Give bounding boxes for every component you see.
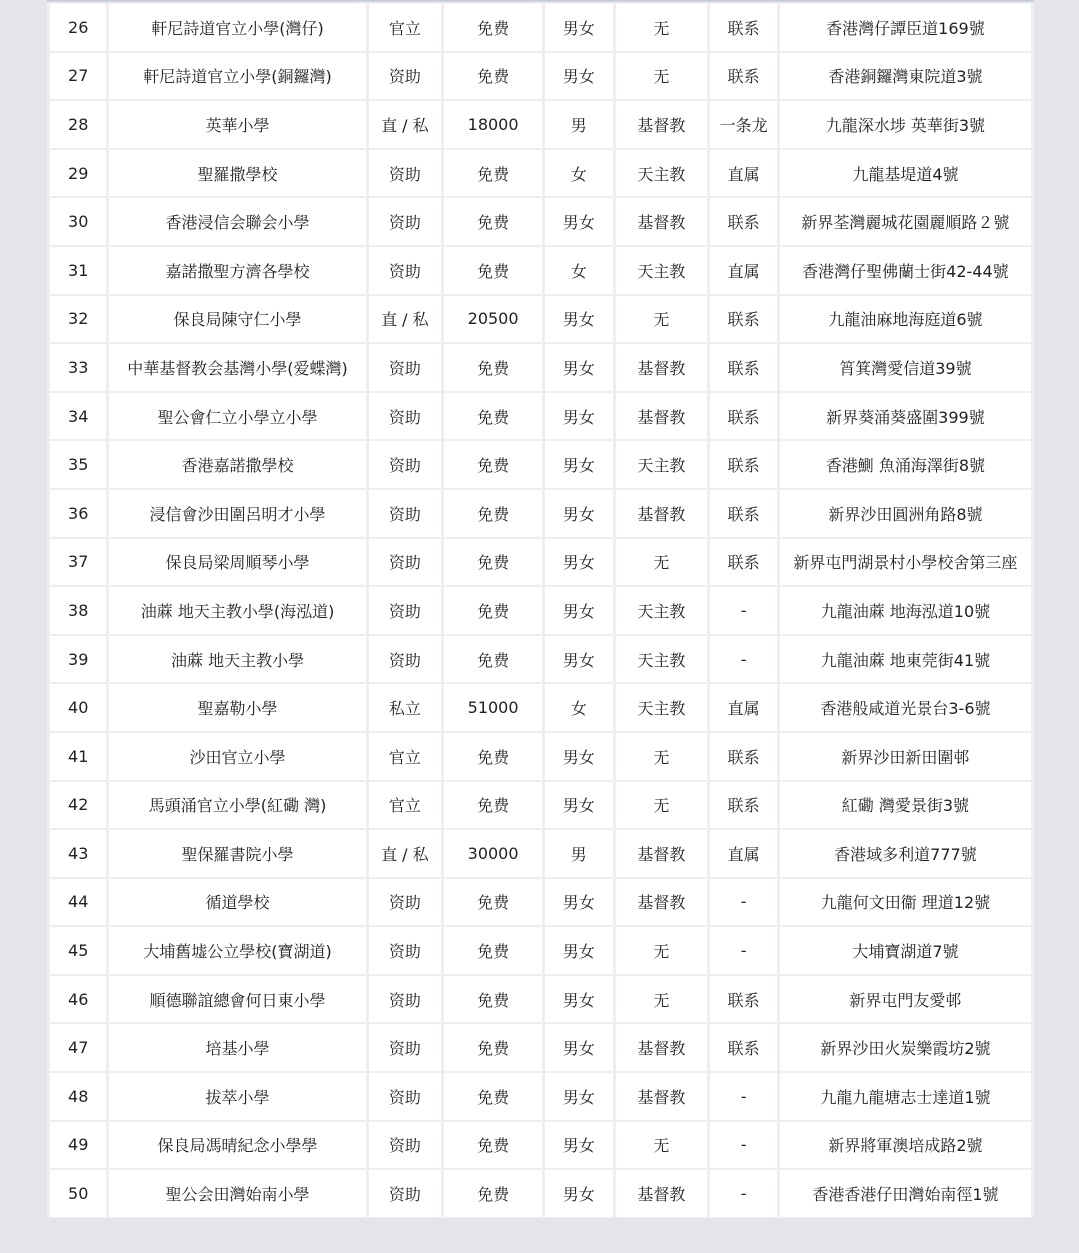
row-number-cell: 36 bbox=[50, 490, 106, 537]
school-type-cell: 资助 bbox=[369, 927, 442, 974]
school-name-cell: 聖嘉勒小學 bbox=[109, 684, 365, 731]
address-cell: 九龍何文田衞 理道12號 bbox=[780, 879, 1031, 926]
school-name-cell: 香港浸信会聯会小學 bbox=[109, 198, 365, 245]
address-cell: 香港灣仔譚臣道169號 bbox=[780, 4, 1031, 51]
school-name-cell: 拔萃小學 bbox=[109, 1073, 365, 1120]
school-name-cell: 保良局馮晴紀念小學學 bbox=[109, 1122, 365, 1169]
gender-cell: 男女 bbox=[545, 782, 613, 829]
affiliation-cell: 联系 bbox=[710, 4, 777, 51]
table-row bbox=[50, 296, 1031, 343]
religion-cell: 天主教 bbox=[616, 587, 708, 634]
tuition-fee-cell: 免费 bbox=[444, 1170, 542, 1217]
gender-cell: 男女 bbox=[545, 344, 613, 391]
address-cell: 大埔寶湖道7號 bbox=[780, 927, 1031, 974]
row-number-cell: 26 bbox=[50, 4, 106, 51]
table-row bbox=[50, 539, 1031, 586]
address-cell: 新界葵涌葵盛圍399號 bbox=[780, 393, 1031, 440]
religion-cell: 无 bbox=[616, 782, 708, 829]
row-number-cell: 33 bbox=[50, 344, 106, 391]
tuition-fee-cell: 免费 bbox=[444, 1122, 542, 1169]
affiliation-cell: 联系 bbox=[710, 1024, 777, 1071]
religion-cell: 基督教 bbox=[616, 830, 708, 877]
religion-cell: 基督教 bbox=[616, 393, 708, 440]
gender-cell: 男女 bbox=[545, 393, 613, 440]
page-bottom bbox=[0, 1218, 1079, 1253]
address-cell: 新界屯門湖景村小學校舍第三座 bbox=[780, 539, 1031, 586]
gender-cell: 男女 bbox=[545, 539, 613, 586]
address-cell: 九龍深水埗 英華街3號 bbox=[780, 101, 1031, 148]
religion-cell: 无 bbox=[616, 733, 708, 780]
address-cell: 新界沙田新田圍邨 bbox=[780, 733, 1031, 780]
tuition-fee-cell: 免费 bbox=[444, 927, 542, 974]
gender-cell: 男女 bbox=[545, 490, 613, 537]
tuition-fee-cell: 免费 bbox=[444, 539, 542, 586]
address-cell: 九龍油蔴 地海泓道10號 bbox=[780, 587, 1031, 634]
affiliation-cell: 直属 bbox=[710, 247, 777, 294]
table-row bbox=[50, 101, 1031, 148]
address-cell: 新界沙田圓洲角路8號 bbox=[780, 490, 1031, 537]
school-type-cell: 资助 bbox=[369, 976, 442, 1023]
school-type-cell: 资助 bbox=[369, 53, 442, 100]
school-type-cell: 资助 bbox=[369, 539, 442, 586]
gender-cell: 男女 bbox=[545, 1024, 613, 1071]
school-type-cell: 资助 bbox=[369, 441, 442, 488]
gender-cell: 女 bbox=[545, 150, 613, 197]
religion-cell: 天主教 bbox=[616, 636, 708, 683]
affiliation-cell: 联系 bbox=[710, 539, 777, 586]
gender-cell: 男女 bbox=[545, 4, 613, 51]
religion-cell: 无 bbox=[616, 53, 708, 100]
address-cell: 新界將軍澳培成路2號 bbox=[780, 1122, 1031, 1169]
affiliation-cell: - bbox=[710, 927, 777, 974]
tuition-fee-cell: 免费 bbox=[444, 1024, 542, 1071]
religion-cell: 无 bbox=[616, 927, 708, 974]
table-row bbox=[50, 4, 1031, 51]
school-type-cell: 直 / 私 bbox=[369, 296, 442, 343]
school-type-cell: 资助 bbox=[369, 393, 442, 440]
address-cell: 新界沙田火炭樂霞坊2號 bbox=[780, 1024, 1031, 1071]
row-number-cell: 32 bbox=[50, 296, 106, 343]
religion-cell: 基督教 bbox=[616, 879, 708, 926]
address-cell: 香港域多利道777號 bbox=[780, 830, 1031, 877]
address-cell: 香港香港仔田灣始南徑1號 bbox=[780, 1170, 1031, 1217]
school-type-cell: 官立 bbox=[369, 733, 442, 780]
address-cell: 九龍九龍塘志士達道1號 bbox=[780, 1073, 1031, 1120]
table-row bbox=[50, 344, 1031, 391]
affiliation-cell: - bbox=[710, 879, 777, 926]
row-number-cell: 30 bbox=[50, 198, 106, 245]
address-cell: 九龍基堤道4號 bbox=[780, 150, 1031, 197]
tuition-fee-cell: 免费 bbox=[444, 782, 542, 829]
row-number-cell: 48 bbox=[50, 1073, 106, 1120]
school-name-cell: 培基小學 bbox=[109, 1024, 365, 1071]
school-type-cell: 资助 bbox=[369, 490, 442, 537]
school-type-cell: 资助 bbox=[369, 198, 442, 245]
address-cell: 香港鰂 魚涌海澤街8號 bbox=[780, 441, 1031, 488]
school-type-cell: 资助 bbox=[369, 1170, 442, 1217]
gender-cell: 女 bbox=[545, 684, 613, 731]
address-cell: 九龍油麻地海庭道6號 bbox=[780, 296, 1031, 343]
school-name-cell: 馬頭涌官立小學(紅磡 灣) bbox=[109, 782, 365, 829]
table-row bbox=[50, 1170, 1031, 1217]
school-type-cell: 资助 bbox=[369, 1122, 442, 1169]
gender-cell: 男女 bbox=[545, 1073, 613, 1120]
tuition-fee-cell: 18000 bbox=[444, 101, 542, 148]
tuition-fee-cell: 免费 bbox=[444, 4, 542, 51]
tuition-fee-cell: 免费 bbox=[444, 198, 542, 245]
religion-cell: 天主教 bbox=[616, 684, 708, 731]
school-name-cell: 聖羅撒學校 bbox=[109, 150, 365, 197]
school-name-cell: 香港嘉諾撒學校 bbox=[109, 441, 365, 488]
religion-cell: 基督教 bbox=[616, 344, 708, 391]
tuition-fee-cell: 免费 bbox=[444, 587, 542, 634]
tuition-fee-cell: 免费 bbox=[444, 53, 542, 100]
row-number-cell: 35 bbox=[50, 441, 106, 488]
religion-cell: 基督教 bbox=[616, 1170, 708, 1217]
tuition-fee-cell: 免费 bbox=[444, 733, 542, 780]
table-row bbox=[50, 198, 1031, 245]
gender-cell: 男女 bbox=[545, 636, 613, 683]
school-type-cell: 直 / 私 bbox=[369, 830, 442, 877]
row-number-cell: 29 bbox=[50, 150, 106, 197]
affiliation-cell: 联系 bbox=[710, 344, 777, 391]
table-row bbox=[50, 393, 1031, 440]
table-row bbox=[50, 1073, 1031, 1120]
row-number-cell: 27 bbox=[50, 53, 106, 100]
row-number-cell: 34 bbox=[50, 393, 106, 440]
tuition-fee-cell: 20500 bbox=[444, 296, 542, 343]
affiliation-cell: - bbox=[710, 1122, 777, 1169]
row-number-cell: 47 bbox=[50, 1024, 106, 1071]
gender-cell: 男女 bbox=[545, 53, 613, 100]
school-type-cell: 资助 bbox=[369, 879, 442, 926]
table-row bbox=[50, 927, 1031, 974]
affiliation-cell: 一条龙 bbox=[710, 101, 777, 148]
tuition-fee-cell: 30000 bbox=[444, 830, 542, 877]
religion-cell: 天主教 bbox=[616, 150, 708, 197]
school-name-cell: 聖公會仁立小學立小學 bbox=[109, 393, 365, 440]
table-row bbox=[50, 636, 1031, 683]
row-number-cell: 42 bbox=[50, 782, 106, 829]
row-number-cell: 46 bbox=[50, 976, 106, 1023]
school-name-cell: 油蔴 地天主教小學 bbox=[109, 636, 365, 683]
row-number-cell: 40 bbox=[50, 684, 106, 731]
school-type-cell: 私立 bbox=[369, 684, 442, 731]
school-name-cell: 浸信會沙田圍呂明才小學 bbox=[109, 490, 365, 537]
table-row bbox=[50, 879, 1031, 926]
tuition-fee-cell: 免费 bbox=[444, 636, 542, 683]
address-cell: 紅磡 灣愛景街3號 bbox=[780, 782, 1031, 829]
religion-cell: 无 bbox=[616, 976, 708, 1023]
table-row bbox=[50, 1122, 1031, 1169]
school-type-cell: 资助 bbox=[369, 636, 442, 683]
school-name-cell: 順德聯誼總會何日東小學 bbox=[109, 976, 365, 1023]
address-cell: 新界荃灣麗城花園麗順路２號 bbox=[780, 198, 1031, 245]
school-name-cell: 軒尼詩道官立小學(銅鑼灣) bbox=[109, 53, 365, 100]
row-number-cell: 38 bbox=[50, 587, 106, 634]
tuition-fee-cell: 免费 bbox=[444, 150, 542, 197]
table-row bbox=[50, 733, 1031, 780]
affiliation-cell: 直属 bbox=[710, 150, 777, 197]
school-type-cell: 资助 bbox=[369, 587, 442, 634]
gender-cell: 男女 bbox=[545, 587, 613, 634]
affiliation-cell: 联系 bbox=[710, 490, 777, 537]
affiliation-cell: 直属 bbox=[710, 684, 777, 731]
row-number-cell: 44 bbox=[50, 879, 106, 926]
school-name-cell: 軒尼詩道官立小學(灣仔) bbox=[109, 4, 365, 51]
address-cell: 筲箕灣愛信道39號 bbox=[780, 344, 1031, 391]
religion-cell: 无 bbox=[616, 4, 708, 51]
school-name-cell: 聖保羅書院小學 bbox=[109, 830, 365, 877]
tuition-fee-cell: 免费 bbox=[444, 344, 542, 391]
tuition-fee-cell: 免费 bbox=[444, 490, 542, 537]
gender-cell: 男 bbox=[545, 101, 613, 148]
school-table bbox=[47, 2, 1034, 1219]
table-row bbox=[50, 247, 1031, 294]
table-row bbox=[50, 976, 1031, 1023]
table-row bbox=[50, 53, 1031, 100]
tuition-fee-cell: 免费 bbox=[444, 1073, 542, 1120]
tuition-fee-cell: 免费 bbox=[444, 441, 542, 488]
tuition-fee-cell: 免费 bbox=[444, 247, 542, 294]
school-table-sheet bbox=[47, 0, 1034, 1218]
gender-cell: 男 bbox=[545, 830, 613, 877]
religion-cell: 天主教 bbox=[616, 441, 708, 488]
row-number-cell: 50 bbox=[50, 1170, 106, 1217]
gender-cell: 男女 bbox=[545, 198, 613, 245]
religion-cell: 基督教 bbox=[616, 1073, 708, 1120]
religion-cell: 无 bbox=[616, 1122, 708, 1169]
tuition-fee-cell: 51000 bbox=[444, 684, 542, 731]
affiliation-cell: 联系 bbox=[710, 198, 777, 245]
affiliation-cell: - bbox=[710, 587, 777, 634]
school-name-cell: 沙田官立小學 bbox=[109, 733, 365, 780]
gender-cell: 男女 bbox=[545, 441, 613, 488]
gender-cell: 男女 bbox=[545, 879, 613, 926]
gender-cell: 男女 bbox=[545, 1122, 613, 1169]
school-type-cell: 官立 bbox=[369, 4, 442, 51]
school-name-cell: 保良局梁周順琴小學 bbox=[109, 539, 365, 586]
row-number-cell: 37 bbox=[50, 539, 106, 586]
affiliation-cell: 联系 bbox=[710, 53, 777, 100]
affiliation-cell: - bbox=[710, 1073, 777, 1120]
school-name-cell: 嘉諾撒聖方濟各學校 bbox=[109, 247, 365, 294]
row-number-cell: 43 bbox=[50, 830, 106, 877]
school-type-cell: 官立 bbox=[369, 782, 442, 829]
table-row bbox=[50, 490, 1031, 537]
school-type-cell: 资助 bbox=[369, 1073, 442, 1120]
school-name-cell: 英華小學 bbox=[109, 101, 365, 148]
school-name-cell: 油蔴 地天主教小學(海泓道) bbox=[109, 587, 365, 634]
school-name-cell: 循道學校 bbox=[109, 879, 365, 926]
gender-cell: 男女 bbox=[545, 976, 613, 1023]
affiliation-cell: 直属 bbox=[710, 830, 777, 877]
school-type-cell: 资助 bbox=[369, 150, 442, 197]
table-row bbox=[50, 441, 1031, 488]
table-row bbox=[50, 150, 1031, 197]
school-type-cell: 直 / 私 bbox=[369, 101, 442, 148]
address-cell: 九龍油蔴 地東莞街41號 bbox=[780, 636, 1031, 683]
table-row bbox=[50, 1024, 1031, 1071]
school-type-cell: 资助 bbox=[369, 247, 442, 294]
table-row bbox=[50, 830, 1031, 877]
religion-cell: 基督教 bbox=[616, 198, 708, 245]
religion-cell: 天主教 bbox=[616, 247, 708, 294]
row-number-cell: 39 bbox=[50, 636, 106, 683]
school-name-cell: 聖公会田灣始南小學 bbox=[109, 1170, 365, 1217]
affiliation-cell: 联系 bbox=[710, 782, 777, 829]
school-type-cell: 资助 bbox=[369, 344, 442, 391]
table-row bbox=[50, 684, 1031, 731]
address-cell: 新界屯門友愛邨 bbox=[780, 976, 1031, 1023]
religion-cell: 基督教 bbox=[616, 101, 708, 148]
gender-cell: 男女 bbox=[545, 1170, 613, 1217]
religion-cell: 基督教 bbox=[616, 1024, 708, 1071]
tuition-fee-cell: 免费 bbox=[444, 879, 542, 926]
religion-cell: 基督教 bbox=[616, 490, 708, 537]
row-number-cell: 49 bbox=[50, 1122, 106, 1169]
row-number-cell: 31 bbox=[50, 247, 106, 294]
row-number-cell: 41 bbox=[50, 733, 106, 780]
affiliation-cell: 联系 bbox=[710, 976, 777, 1023]
address-cell: 香港般咸道光景台3-6號 bbox=[780, 684, 1031, 731]
affiliation-cell: 联系 bbox=[710, 441, 777, 488]
affiliation-cell: - bbox=[710, 636, 777, 683]
school-type-cell: 资助 bbox=[369, 1024, 442, 1071]
table-row bbox=[50, 782, 1031, 829]
affiliation-cell: 联系 bbox=[710, 393, 777, 440]
tuition-fee-cell: 免费 bbox=[444, 393, 542, 440]
gender-cell: 男女 bbox=[545, 296, 613, 343]
row-number-cell: 45 bbox=[50, 927, 106, 974]
tuition-fee-cell: 免费 bbox=[444, 976, 542, 1023]
address-cell: 香港灣仔聖佛蘭士街42-44號 bbox=[780, 247, 1031, 294]
table-row bbox=[50, 587, 1031, 634]
school-name-cell: 大埔舊墟公立學校(寶湖道) bbox=[109, 927, 365, 974]
affiliation-cell: 联系 bbox=[710, 296, 777, 343]
school-name-cell: 保良局陳守仁小學 bbox=[109, 296, 365, 343]
gender-cell: 男女 bbox=[545, 927, 613, 974]
gender-cell: 男女 bbox=[545, 733, 613, 780]
affiliation-cell: - bbox=[710, 1170, 777, 1217]
school-name-cell: 中華基督教会基灣小學(爱蝶灣) bbox=[109, 344, 365, 391]
affiliation-cell: 联系 bbox=[710, 733, 777, 780]
gender-cell: 女 bbox=[545, 247, 613, 294]
religion-cell: 无 bbox=[616, 296, 708, 343]
address-cell: 香港銅鑼灣東院道3號 bbox=[780, 53, 1031, 100]
religion-cell: 无 bbox=[616, 539, 708, 586]
row-number-cell: 28 bbox=[50, 101, 106, 148]
